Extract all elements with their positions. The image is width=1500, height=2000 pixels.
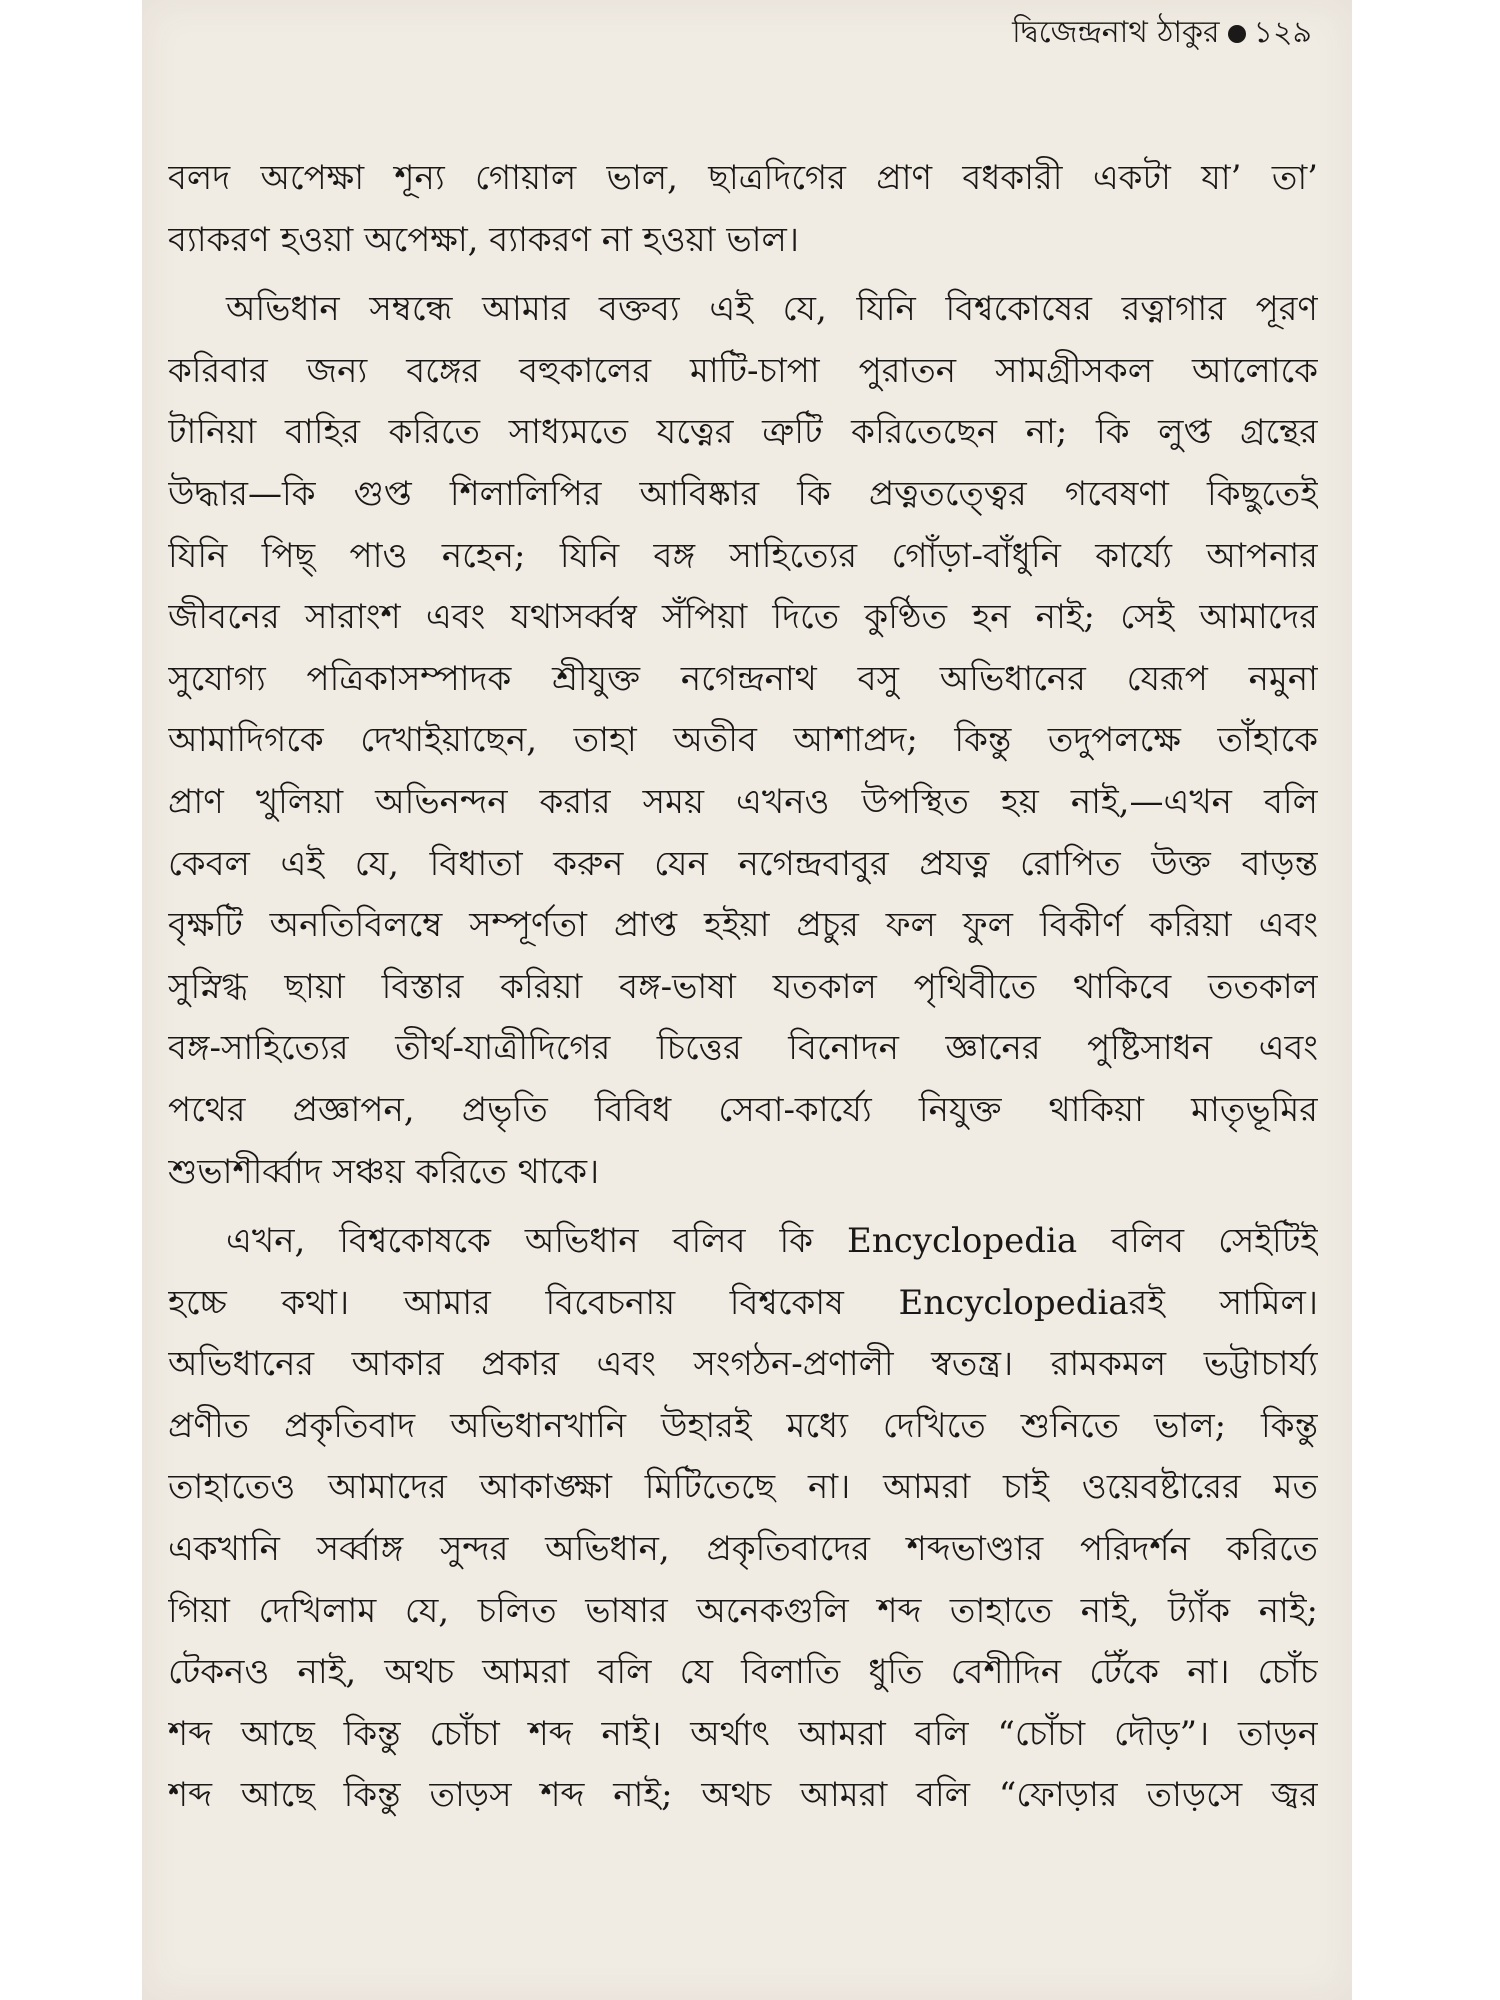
text-line: অভিধান সম্বন্ধে আমার বক্তব্য এই যে, যিনি বিশ্বকোষের রত্নাগার পূরণ	[226, 289, 1318, 330]
text-line: করিবার জন্য বঙ্গের বহুকালের মাটি-চাপা পুরাতন সামগ্রীসকল আলোকে	[168, 350, 1318, 391]
text-line: সুস্নিগ্ধ ছায়া বিস্তার করিয়া বঙ্গ-ভাষা যতকাল পৃথিবীতে থাকিবে ততকাল	[168, 966, 1318, 1007]
paragraph-3	[168, 1211, 1318, 1827]
page-number: ১২৯	[1253, 15, 1312, 50]
text-line: একখানি সর্ব্বাঙ্গ সুন্দর অভিধান, প্রকৃতিবাদের শব্দভাণ্ডার পরিদর্শন করিতে	[168, 1529, 1318, 1570]
text-line: প্রাণ খুলিয়া অভিনন্দন করার সময় এখনও উপস্থিত হয় নাই,—এখন বলি	[168, 781, 1318, 822]
text-line: প্রণীত প্রকৃতিবাদ অভিধানখানি উহারই মধ্যে দেখিতে শুনিতে ভাল; কিন্তু	[168, 1405, 1318, 1446]
body-text	[168, 148, 1318, 1835]
text-line: যিনি পিছ্ পাও নহেন; যিনি বঙ্গ সাহিত্যের গোঁড়া-বাঁধুনি কার্য্যে আপনার	[168, 535, 1318, 576]
bullet-separator-icon	[1228, 25, 1246, 43]
text-line: তাহাতেও আমাদের আকাঙ্ক্ষা মিটিতেছে না। আমরা চাই ওয়েবষ্টারের মত	[168, 1467, 1318, 1508]
text-line: টানিয়া বাহির করিতে সাধ্যমতে যত্নের ত্রুটি করিতেছেন না; কি লুপ্ত গ্রন্থের	[168, 412, 1318, 453]
text-line: বঙ্গ-সাহিত্যের তীর্থ-যাত্রীদিগের চিত্তের বিনোদন জ্ঞানের পুষ্টিসাধন এবং	[168, 1028, 1318, 1069]
text-line: উদ্ধার—কি গুপ্ত শিলালিপির আবিষ্কার কি প্রত্নতত্ত্বের গবেষণা কিছুতেই	[168, 473, 1318, 514]
text-line: বলদ অপেক্ষা শূন্য গোয়াল ভাল, ছাত্রদিগের প্রাণ বধকারী একটা যা’ তা’	[168, 158, 1318, 198]
text-line: শব্দ আছে কিন্তু চোঁচা শব্দ নাই। অর্থাৎ আমরা বলি “চোঁচা দৌড়”। তাড়ন	[168, 1713, 1318, 1754]
running-head	[1012, 8, 1312, 59]
text-line: পথের প্রজ্ঞাপন, প্রভৃতি বিবিধ সেবা-কার্য্যে নিযুক্ত থাকিয়া মাতৃভূমির	[168, 1089, 1318, 1130]
text-line: হচ্চে কথা। আমার বিবেচনায় বিশ্বকোষ Encyclopediaরই সামিল।	[168, 1282, 1318, 1323]
text-line: সুযোগ্য পত্রিকাসম্পাদক শ্রীযুক্ত নগেন্দ্রনাথ বসু অভিধানের যেরূপ নমুনা	[168, 658, 1318, 699]
book-page	[142, 0, 1352, 2000]
text-line: শুভাশীর্ব্বাদ সঞ্চয় করিতে থাকে।	[168, 1151, 600, 1192]
paragraph-1	[168, 148, 1318, 271]
text-line: কেবল এই যে, বিধাতা করুন যেন নগেন্দ্রবাবুর প্রযত্ন রোপিত উক্ত বাড়ন্ত	[168, 843, 1318, 884]
paragraph-2	[168, 279, 1318, 1203]
text-line: আমাদিগকে দেখাইয়াছেন, তাহা অতীব আশাপ্রদ; কিন্তু তদুপলক্ষে তাঁহাকে	[168, 720, 1318, 761]
text-line: গিয়া দেখিলাম যে, চলিত ভাষার অনেকগুলি শব্দ তাহাতে নাই, ট্যাঁক নাই;	[168, 1590, 1318, 1631]
text-line: এখন, বিশ্বকোষকে অভিধান বলিব কি Encyclopedia বলিব সেইটিই	[226, 1221, 1318, 1262]
text-line: শব্দ আছে কিন্তু তাড়স শব্দ নাই; অথচ আমরা বলি “ফোড়ার তাড়সে জ্বর	[168, 1775, 1318, 1816]
text-line: টেকনও নাই, অথচ আমরা বলি যে বিলাতি ধুতি বেশীদিন টেঁকে না। চোঁচ	[168, 1652, 1318, 1693]
text-line: ব্যাকরণ হওয়া অপেক্ষা, ব্যাকরণ না হওয়া ভাল।	[168, 219, 800, 260]
running-title: দ্বিজেন্দ্রনাথ ঠাকুর	[1012, 15, 1220, 50]
text-line: জীবনের সারাংশ এবং যথাসর্ব্বস্ব সঁপিয়া দিতে কুণ্ঠিত হন নাই; সেই আমাদের	[168, 597, 1318, 638]
text-line: অভিধানের আকার প্রকার এবং সংগঠন-প্রণালী স্বতন্ত্র। রামকমল ভট্টাচার্য্য	[168, 1344, 1318, 1385]
text-line: বৃক্ষটি অনতিবিলম্বে সম্পূর্ণতা প্রাপ্ত হইয়া প্রচুর ফল ফুল বিকীর্ণ করিয়া এবং	[168, 905, 1318, 946]
